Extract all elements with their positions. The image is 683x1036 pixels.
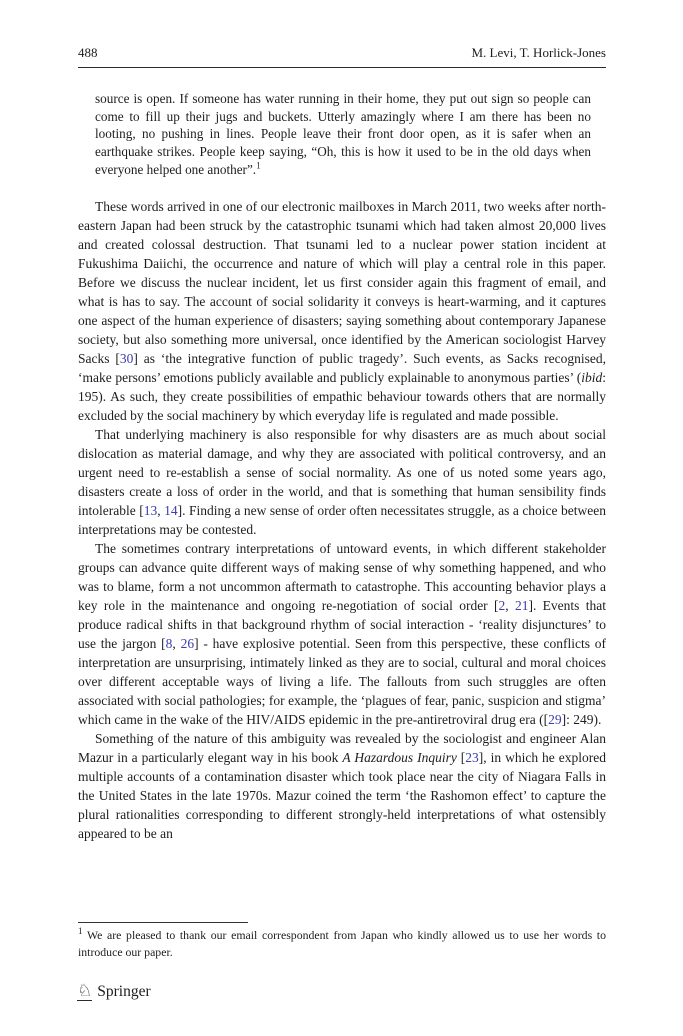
citation-link[interactable]: 2 <box>498 598 506 613</box>
footnote <box>78 922 606 961</box>
text-run: ]. Finding a new sense of order often necessitates struggle, as a choice between interpretations may be contested. <box>78 503 607 537</box>
paragraph <box>78 197 606 425</box>
footnote-marker: 1 <box>78 926 83 937</box>
running-header <box>78 45 606 61</box>
page-number: 488 <box>78 45 98 60</box>
citation-link[interactable]: 29 <box>548 712 562 727</box>
citation-link[interactable]: 30 <box>119 351 134 366</box>
citation-link[interactable]: 26 <box>180 636 195 651</box>
text-run: ], in which he explored multiple accounts of a contamination disaster which took place near the city of Niagara Falls in the United States in the late 1970s. Mazur coined the term ‘the Rashomon effect’ to capture the plural rationalities corresponding to different strongly-held interpretations of what ostensibly appeared to be an <box>78 750 606 841</box>
text-run: These words arrived in one of our electronic mailboxes in March 2011, two weeks after north-eastern Japan had been struck by the catastrophic tsunami which had taken almost 20,000 lives and created colossal destruction. That tsunami led to a nuclear power station incident at Fukushima Daiichi, the occurrence and nature of which will play a central role in this paper. Before we discuss the nuclear incident, let us first consider again this fragment of email, and what is has to say. The account of social solidarity it conveys is heart-warming, and it captures one aspect of the human experience of disasters; saying something about contemporary Japanese society, but also something more universal, once identified by the American sociologist Harvey Sacks [ <box>78 199 606 366</box>
text-run: ] as ‘the integrative function of public tragedy’. Such events, as Sacks recognised, ‘make persons’ emotions publicly available and publicly explainable to anonymous parties’ ( <box>78 351 606 385</box>
footnote-text: We are pleased to thank our email correspondent from Japan who kindly allowed us to use her words to introduce our paper. <box>78 928 606 959</box>
text-run: , <box>505 598 515 613</box>
text-run: ]. Events that produce radical shifts in that background rhythm of social interaction - ‘reality disjunctures’ to use the jargon [ <box>78 598 607 651</box>
body-paragraphs <box>78 197 606 843</box>
running-head-authors: M. Levi, T. Horlick-Jones <box>471 45 606 60</box>
text-run: Something of the nature of this ambiguity was revealed by the sociologist and engineer Alan Mazur in a particularly elegant way in his book <box>78 731 606 765</box>
citation-link[interactable]: 21 <box>514 598 529 613</box>
text-run: , <box>172 636 181 651</box>
paragraph <box>78 425 606 539</box>
footnote-text-block <box>78 927 606 961</box>
publisher-footer <box>77 983 151 1001</box>
paragraph <box>78 729 606 843</box>
footnote-rule <box>78 922 248 923</box>
citation-link[interactable]: 14 <box>164 503 178 518</box>
text-run: : 195). As such, they create possibilities of empathic behaviour towards others that are normally excluded by the social machinery by which everyday life is regulated and made possible. <box>78 370 606 423</box>
paragraph <box>78 539 606 729</box>
block-quote <box>95 90 591 179</box>
publisher-label: Springer <box>97 983 151 1000</box>
text-run: , <box>157 503 165 518</box>
text-run: ] - have explosive potential. Seen from this perspective, these conflicts of interpretation are unsurprising, intimately linked as they are to social, cultural and moral choices over different acceptable ways of living a life. The fallouts from such struggles are often associated with social pathologies; for example, the ‘plagues of fear, panic, suspicion and stigma’ which came in the wake of the HIV/AIDS epidemic in the pre-antiretroviral drug era ([ <box>78 636 607 727</box>
text-run: The sometimes contrary interpretations of untoward events, in which different stakeholder groups can advance quite different ways of making sense of why something happened, and who was to blame, form a not uncommon aftermath to catastrophe. This accounting behavior plays a key role in the maintenance and ongoing re-negotiation of social order [ <box>78 541 606 613</box>
text-run: [ <box>456 750 466 765</box>
text-run: That underlying machinery is also responsible for why disasters are as much about social dislocation as material damage, and why they are associated with political controversy, and an urgent need to re-establish a sense of social normality. As one of us noted some years ago, disasters create a loss of order in the world, and that is something that human sensibility finds intolerable [ <box>78 427 606 518</box>
citation-link[interactable]: 13 <box>143 503 158 518</box>
citation-link[interactable]: 8 <box>165 636 173 651</box>
footnote-ref[interactable]: 1 <box>256 160 261 171</box>
springer-horse-icon: ♘ <box>77 981 93 1001</box>
italic-text: ibid <box>581 370 603 385</box>
italic-text: A Hazardous Inquiry <box>342 750 457 765</box>
header-rule <box>78 67 606 68</box>
text-run: source is open. If someone has water running in their home, they put out sign so people can come to fill up their jugs and buckets. Utterly amazingly where I am there has been no looting, no pushing in lines. People leave their front door open, as it is safer when an earthquake strikes. People keep saying, “Oh, this is how it used to be in the old days when everyone helped one another”. <box>95 91 591 177</box>
citation-link[interactable]: 23 <box>465 750 479 765</box>
text-run: ]: 249). <box>561 712 602 727</box>
